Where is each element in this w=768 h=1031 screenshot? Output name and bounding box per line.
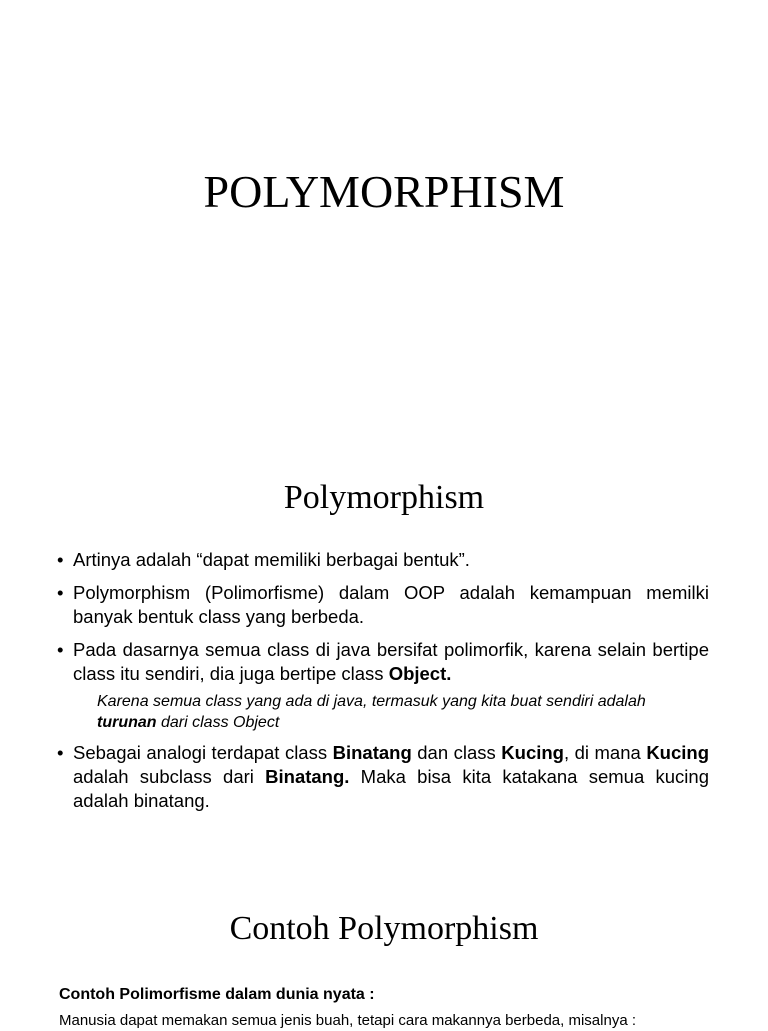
bullet-text: Artinya adalah “dapat memiliki berbagai bentuk”. — [73, 549, 470, 570]
bullet-text: Sebagai analogi terdapat class — [73, 742, 333, 763]
bullet-bold-text: Binatang. — [265, 766, 350, 787]
slide-title-heading: POLYMORPHISM — [203, 166, 565, 217]
bullet-item — [57, 638, 709, 686]
bullet-note — [97, 691, 709, 733]
bullet-bold-text: Object. — [388, 663, 452, 684]
section-heading: Contoh Polimorfisme dalam dunia nyata : — [59, 986, 375, 1003]
note-text: Karena semua class yang ada di java, termasuk yang kita buat sendiri adalah — [97, 693, 646, 710]
bullet-item — [57, 581, 709, 629]
slide-title — [0, 0, 768, 420]
bullet-icon: • — [57, 639, 64, 660]
bullet-text: , di mana — [563, 742, 647, 763]
bullet-item — [57, 741, 709, 813]
bullet-text: Maka bisa kita katakana semua kucing adalah binatang. — [73, 766, 709, 811]
bullet-icon: • — [57, 742, 64, 763]
bullet-icon: • — [57, 582, 64, 603]
bullet-text: dan class — [411, 742, 502, 763]
slide-heading: Contoh Polymorphism — [229, 910, 539, 947]
paragraph-text: Manusia dapat memakan semua jenis buah, tetapi cara makannya berbeda, misalnya : — [59, 1012, 636, 1029]
slide-polymorphism — [0, 420, 768, 860]
bullet-list — [57, 548, 709, 822]
note-text: dari class Object — [156, 714, 280, 731]
bullet-bold-text: Kucing — [501, 742, 564, 763]
bullet-bold-text: Kucing — [646, 742, 710, 763]
bullet-item — [57, 548, 709, 572]
bullet-bold-text: Binatang — [332, 742, 412, 763]
note-bold-text: turunan — [97, 714, 157, 731]
bullet-icon: • — [57, 549, 64, 570]
bullet-text: Polymorphism (Polimorfisme) dalam OOP adalah kemampuan memilki banyak bentuk class yang berbeda. — [73, 582, 709, 627]
bullet-text: adalah subclass dari — [73, 766, 266, 787]
slide-example — [0, 860, 768, 1029]
bullet-text: Pada dasarnya semua class di java bersifat polimorfik, karena selain bertipe class itu sendiri, dia juga bertipe class — [73, 639, 709, 684]
slide-heading: Polymorphism — [283, 479, 485, 516]
